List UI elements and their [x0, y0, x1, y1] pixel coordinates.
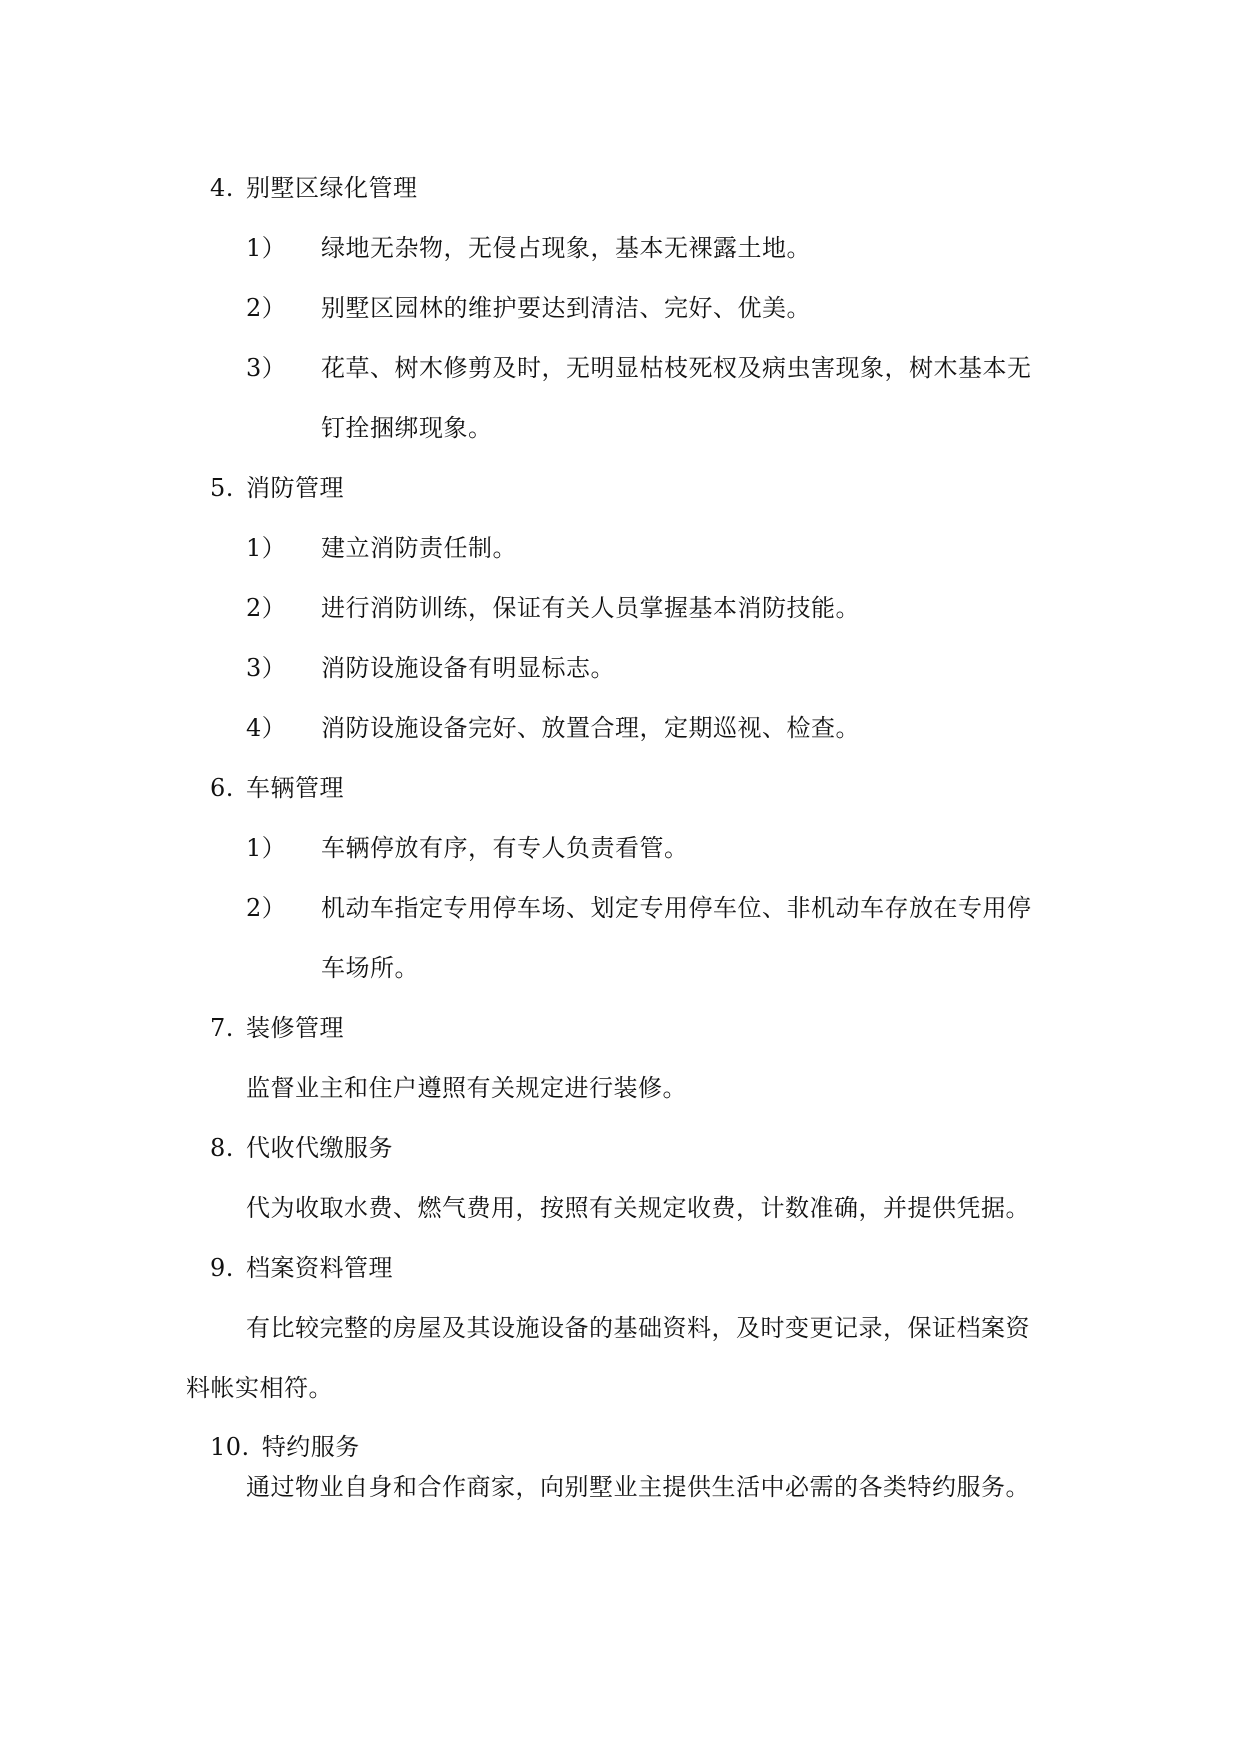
paragraph: 有比较完整的房屋及其设施设备的基础资料，及时变更记录，保证档案资	[246, 1314, 1030, 1342]
item-number: 4）	[246, 714, 287, 742]
item-number: 2）	[246, 294, 287, 322]
section-heading	[210, 473, 344, 503]
item-text: 建立消防责任制。	[321, 534, 517, 562]
section-title: 代收代缴服务	[246, 1134, 394, 1162]
item-text: 车辆停放有序，有专人负责看管。	[321, 834, 689, 862]
section-title: 特约服务	[261, 1433, 360, 1461]
section-number: 5.	[210, 474, 234, 502]
section-heading	[210, 773, 344, 803]
section-heading	[210, 1013, 344, 1043]
item-number: 3）	[246, 654, 287, 682]
section-heading	[210, 1253, 393, 1283]
item-text: 消防设施设备有明显标志。	[321, 654, 615, 682]
item-text: 绿地无杂物，无侵占现象，基本无裸露土地。	[321, 234, 811, 262]
paragraph: 通过物业自身和合作商家，向别墅业主提供生活中必需的各类特约服务。	[246, 1473, 1030, 1501]
item-number: 1）	[246, 834, 287, 862]
section-number: 10.	[210, 1433, 250, 1461]
list-item	[246, 893, 286, 923]
paragraph: 代为收取水费、燃气费用，按照有关规定收费，计数准确，并提供凭据。	[246, 1194, 1030, 1222]
list-item	[246, 833, 286, 863]
item-text-continuation: 钉拴捆绑现象。	[321, 414, 493, 442]
section-number: 6.	[210, 774, 234, 802]
section-title: 档案资料管理	[246, 1254, 394, 1282]
section-heading	[210, 1133, 393, 1163]
section-heading	[210, 1432, 360, 1462]
list-item	[246, 233, 286, 263]
section-number: 8.	[210, 1134, 234, 1162]
paragraph-continuation: 料帐实相符。	[186, 1374, 333, 1402]
list-item	[246, 533, 286, 563]
section-heading	[210, 173, 418, 203]
item-number: 2）	[246, 894, 287, 922]
item-number: 3）	[246, 354, 287, 382]
item-number: 2）	[246, 594, 287, 622]
list-item	[246, 713, 286, 743]
paragraph: 监督业主和住户遵照有关规定进行装修。	[246, 1074, 687, 1102]
item-text: 进行消防训练，保证有关人员掌握基本消防技能。	[321, 594, 860, 622]
list-item	[246, 353, 286, 383]
item-number: 1）	[246, 234, 287, 262]
item-text: 花草、树木修剪及时，无明显枯枝死杈及病虫害现象，树木基本无	[321, 354, 1032, 382]
section-number: 9.	[210, 1254, 234, 1282]
item-text: 消防设施设备完好、放置合理，定期巡视、检查。	[321, 714, 860, 742]
list-item	[246, 593, 286, 623]
section-title: 车辆管理	[246, 774, 345, 802]
section-number: 7.	[210, 1014, 234, 1042]
section-title: 消防管理	[246, 474, 345, 502]
list-item	[246, 293, 286, 323]
item-number: 1）	[246, 534, 287, 562]
section-title: 装修管理	[246, 1014, 345, 1042]
section-title: 别墅区绿化管理	[246, 174, 418, 202]
item-text: 别墅区园林的维护要达到清洁、完好、优美。	[321, 294, 811, 322]
item-text-continuation: 车场所。	[321, 954, 419, 982]
item-text: 机动车指定专用停车场、划定专用停车位、非机动车存放在专用停	[321, 894, 1032, 922]
list-item	[246, 653, 286, 683]
section-number: 4.	[210, 174, 234, 202]
